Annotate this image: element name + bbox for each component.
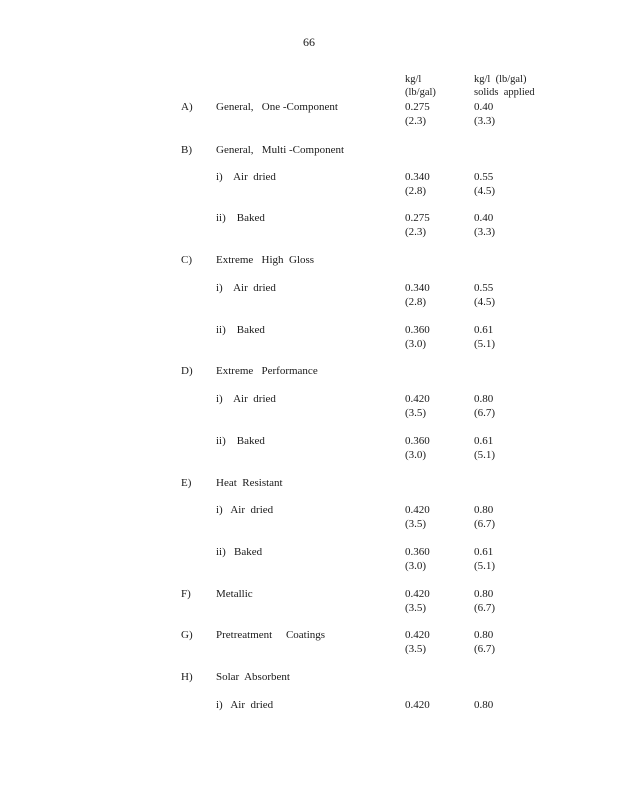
row-name: General, Multi -Component (216, 144, 345, 156)
value-lbgal: (2.8) (405, 185, 427, 197)
row-name: Heat Resistant (216, 477, 283, 489)
value-lbgal: (3.0) (405, 338, 427, 350)
value-solids-kgl: 0.40 (474, 101, 494, 113)
value-kgl: 0.275 (405, 101, 430, 113)
value-lbgal: (3.5) (405, 643, 427, 655)
value-solids-kgl: 0.80 (474, 588, 494, 600)
value-solids-lbgal: (4.5) (474, 296, 496, 308)
row-letter: D) (181, 365, 193, 377)
value-solids-lbgal: (5.1) (474, 449, 496, 461)
value-solids-kgl: 0.61 (474, 435, 494, 447)
value-solids-lbgal: (6.7) (474, 407, 496, 419)
value-kgl: 0.420 (405, 393, 430, 405)
value-solids-lbgal: (4.5) (474, 185, 496, 197)
row-name: Solar Absorbent (216, 671, 290, 683)
value-solids-lbgal: (6.7) (474, 518, 496, 530)
value-solids-lbgal: (3.3) (474, 226, 496, 238)
row-letter: C) (181, 254, 192, 266)
row-name: Extreme Performance (216, 365, 318, 377)
row-letter: G) (181, 629, 193, 641)
row-name: Metallic (216, 588, 253, 600)
value-solids-kgl: 0.61 (474, 546, 494, 558)
value-lbgal: (3.5) (405, 407, 427, 419)
subrow-name: i) Air dried (216, 282, 276, 294)
value-kgl: 0.420 (405, 504, 430, 516)
value-solids-kgl: 0.55 (474, 171, 494, 183)
row-letter: F) (181, 588, 191, 600)
value-lbgal: (3.5) (405, 518, 427, 530)
row-letter: H) (181, 671, 193, 683)
value-lbgal: (3.5) (405, 602, 427, 614)
subrow-name: i) Air dried (216, 504, 274, 516)
value-kgl: 0.420 (405, 699, 430, 711)
value-kgl: 0.340 (405, 282, 430, 294)
value-solids-lbgal: (5.1) (474, 338, 496, 350)
value-lbgal: (3.0) (405, 560, 427, 572)
row-name: Extreme High Gloss (216, 254, 315, 266)
value-kgl: 0.420 (405, 629, 430, 641)
row-letter: B) (181, 144, 192, 156)
subrow-name: ii) Baked (216, 324, 265, 336)
row-name: General, One -Component (216, 101, 338, 113)
value-lbgal: (2.3) (405, 115, 427, 127)
page-number: 66 (303, 35, 315, 49)
value-lbgal: (3.0) (405, 449, 427, 461)
subrow-name: ii) Baked (216, 212, 265, 224)
value-solids-kgl: 0.40 (474, 212, 494, 224)
header-col2-line2: solids applied (474, 87, 535, 98)
value-kgl: 0.360 (405, 546, 430, 558)
header-col2-line1: kg/l (lb/gal) (474, 74, 527, 85)
header-col1-line1: kg/l (405, 74, 422, 85)
value-solids-kgl: 0.80 (474, 504, 494, 516)
value-solids-kgl: 0.80 (474, 699, 494, 711)
row-name: Pretreatment Coatings (216, 629, 326, 641)
value-solids-kgl: 0.80 (474, 629, 494, 641)
value-solids-kgl: 0.61 (474, 324, 494, 336)
subrow-name: i) Air dried (216, 393, 276, 405)
value-solids-lbgal: (6.7) (474, 602, 496, 614)
value-kgl: 0.275 (405, 212, 430, 224)
value-kgl: 0.360 (405, 435, 430, 447)
subrow-name: i) Air dried (216, 171, 276, 183)
subrow-name: ii) Baked (216, 546, 263, 558)
subrow-name: ii) Baked (216, 435, 265, 447)
value-kgl: 0.340 (405, 171, 430, 183)
header-col1-line2: (lb/gal) (405, 87, 436, 98)
value-solids-lbgal: (6.7) (474, 643, 496, 655)
value-kgl: 0.420 (405, 588, 430, 600)
value-kgl: 0.360 (405, 324, 430, 336)
value-lbgal: (2.8) (405, 296, 427, 308)
value-solids-lbgal: (5.1) (474, 560, 496, 572)
value-solids-kgl: 0.55 (474, 282, 494, 294)
row-letter: A) (181, 101, 193, 113)
row-letter: E) (181, 477, 192, 489)
value-solids-kgl: 0.80 (474, 393, 494, 405)
value-solids-lbgal: (3.3) (474, 115, 496, 127)
subrow-name: i) Air dried (216, 699, 274, 711)
value-lbgal: (2.3) (405, 226, 427, 238)
